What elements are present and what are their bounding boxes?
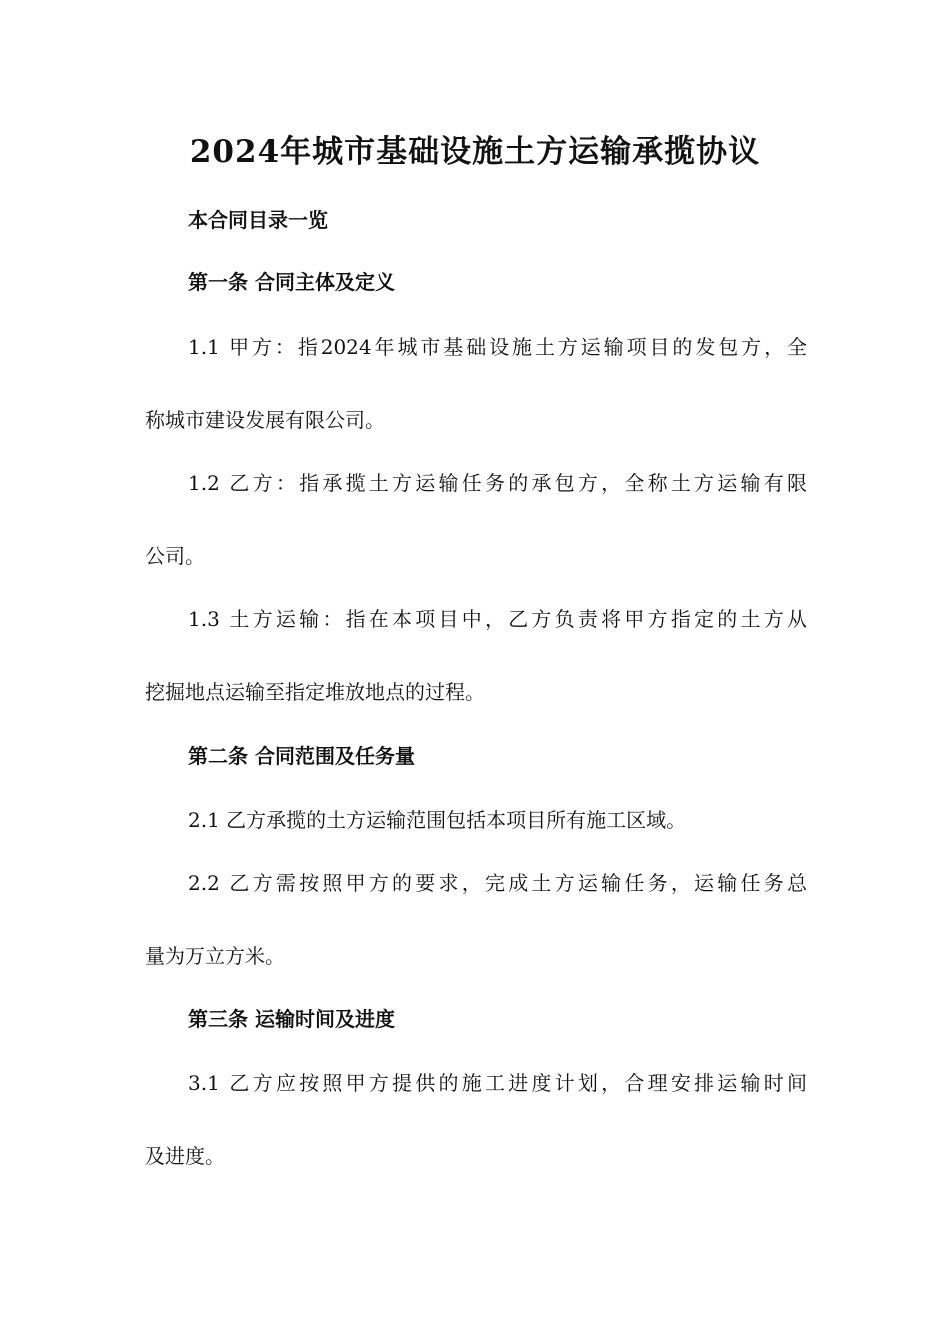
toc-heading: 本合同目录一览 xyxy=(188,208,328,232)
section-heading-3: 第三条 运输时间及进度 xyxy=(188,1007,395,1031)
clause-2-2-line1: 2.2 乙方需按照甲方的要求，完成土方运输任务，运输任务总 xyxy=(188,871,807,895)
clause-2-2-line2: 量为万立方米。 xyxy=(145,944,285,968)
clause-1-1-line2: 称城市建设发展有限公司。 xyxy=(145,408,385,432)
clause-1-2-line1: 1.2 乙方：指承揽土方运输任务的承包方，全称土方运输有限 xyxy=(188,471,807,495)
clause-2-1-line1: 2.1 乙方承揽的土方运输范围包括本项目所有施工区域。 xyxy=(188,808,687,832)
clause-1-1-line1: 1.1 甲方：指2024年城市基础设施土方运输项目的发包方，全 xyxy=(188,335,807,359)
section-heading-1: 第一条 合同主体及定义 xyxy=(188,270,395,294)
clause-1-3-line1: 1.3 土方运输：指在本项目中，乙方负责将甲方指定的土方从 xyxy=(188,607,807,631)
clause-3-1-line1: 3.1 乙方应按照甲方提供的施工进度计划，合理安排运输时间 xyxy=(188,1071,807,1095)
clause-1-3-line2: 挖掘地点运输至指定堆放地点的过程。 xyxy=(145,680,485,704)
section-heading-2: 第二条 合同范围及任务量 xyxy=(188,744,415,768)
clause-3-1-line2: 及进度。 xyxy=(145,1144,225,1168)
clause-1-2-line2: 公司。 xyxy=(145,544,205,568)
document-title: 2024年城市基础设施土方运输承揽协议 xyxy=(189,134,761,170)
